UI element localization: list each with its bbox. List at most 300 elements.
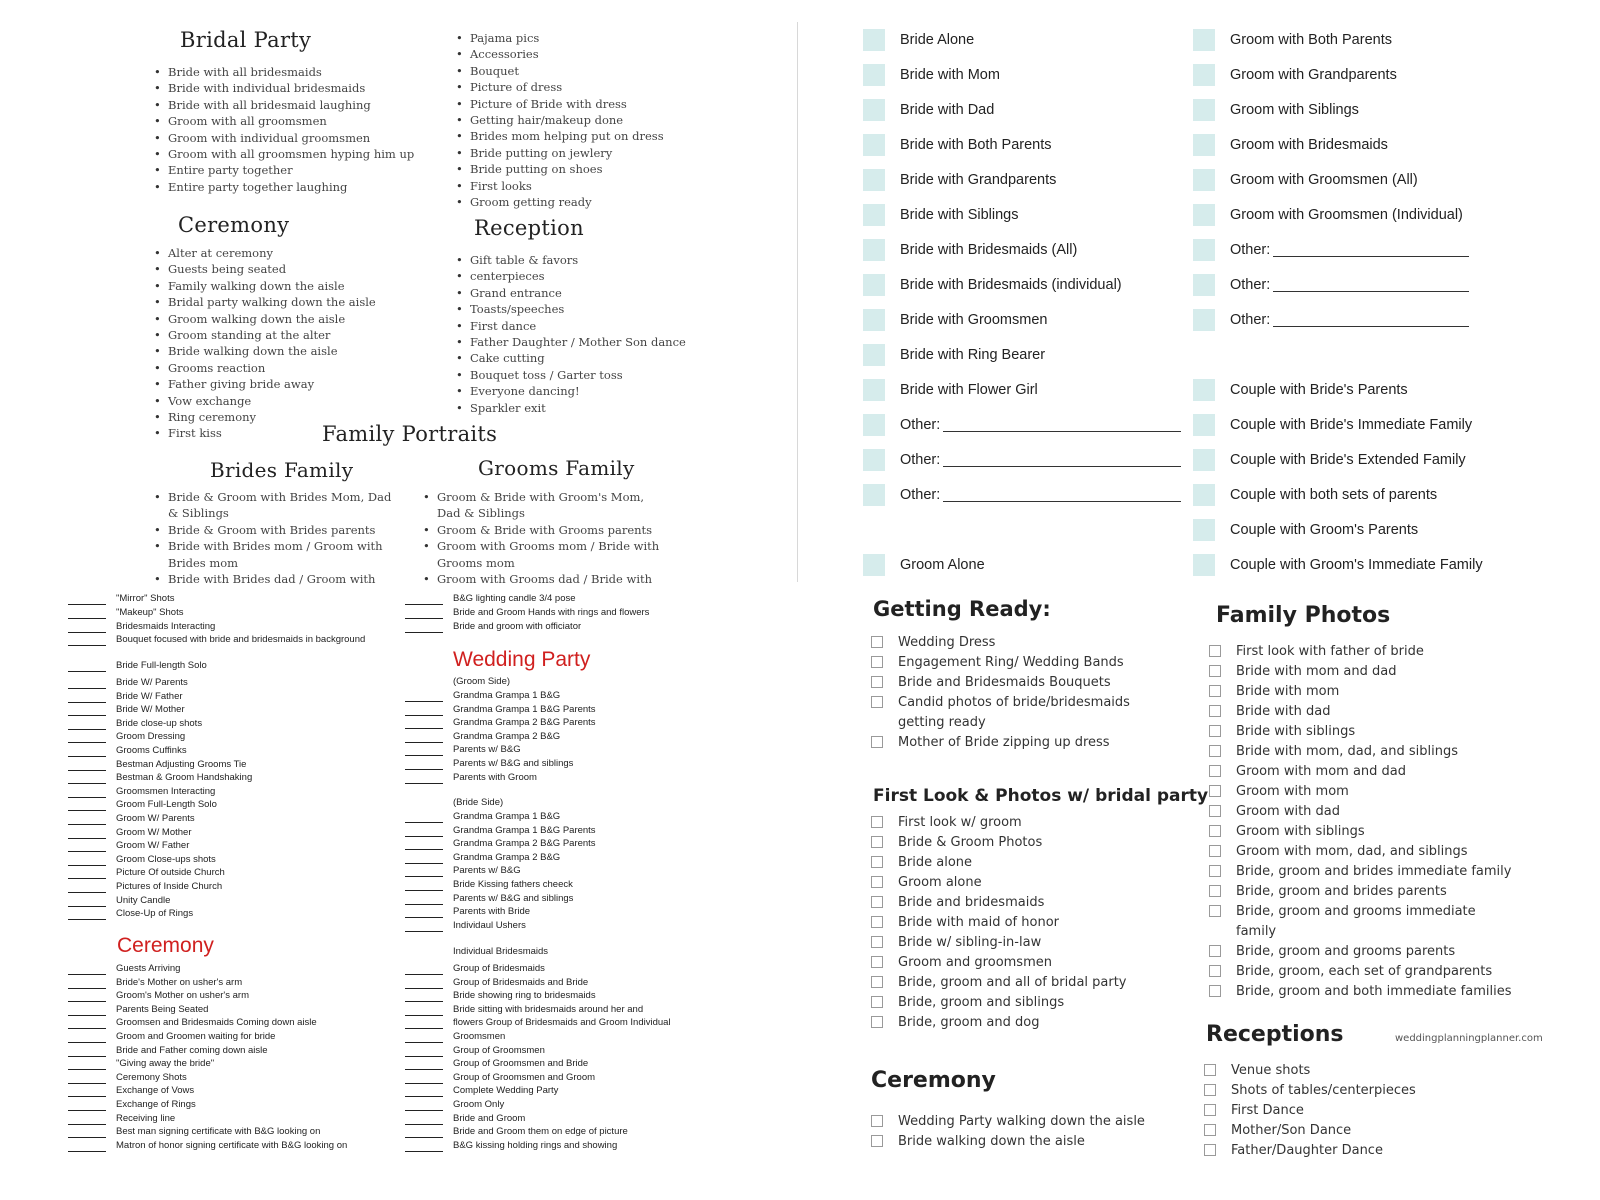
shot-line-item [405,770,537,784]
fill-in-blank[interactable] [405,1101,443,1111]
checklist-item[interactable] [871,1013,1039,1033]
fill-in-blank[interactable] [68,1047,106,1057]
shot-label: Unity Candle [116,894,171,906]
shot-checkbox-item[interactable] [863,482,1181,508]
checklist-item[interactable] [871,873,982,893]
shot-checkbox-item[interactable] [863,307,1047,333]
fill-in-blank[interactable] [68,720,106,730]
fill-in-blank[interactable] [68,679,106,689]
checkbox[interactable] [1193,274,1215,296]
fill-in-blank[interactable] [405,881,443,891]
shot-label: Grandma Grampa 2 B&G [453,730,561,742]
checkbox[interactable] [1193,309,1215,331]
shot-checkbox-item[interactable] [863,377,1038,403]
shot-line-item [68,1070,187,1084]
checkbox[interactable] [1209,945,1221,957]
checklist-item[interactable] [871,633,995,653]
fill-in-blank[interactable] [405,609,443,619]
shot-checkbox-item[interactable] [1193,62,1397,88]
checklist-label: Wedding Party walking down the aisle [898,1114,1145,1129]
checkbox[interactable] [871,676,883,688]
checklist-item[interactable] [1204,1121,1351,1141]
checkbox[interactable] [871,856,883,868]
checklist-item[interactable] [1209,942,1455,962]
checkbox[interactable] [1193,484,1215,506]
checkbox-label: Groom with Groomsmen (Individual) [1230,207,1463,223]
list-item: • Bride with Brides dad / Groom with [154,571,394,587]
checklist-item[interactable] [871,973,1127,993]
shot-checkbox-item[interactable] [1193,97,1359,123]
checklist-item[interactable] [871,853,972,873]
checkbox[interactable] [871,636,883,648]
checklist-item[interactable] [1209,662,1396,682]
fill-in-blank[interactable] [68,897,106,907]
shot-checkbox-item[interactable] [1193,167,1418,193]
checkbox[interactable] [1193,29,1215,51]
checklist-item[interactable] [1209,762,1406,782]
checklist-item[interactable] [1209,962,1492,982]
checkbox[interactable] [871,1016,883,1028]
checklist-item[interactable] [1209,862,1511,882]
shot-checkbox-item[interactable] [1193,412,1472,438]
shot-line-item [405,836,596,850]
checkbox[interactable] [1204,1104,1216,1116]
checklist-label: Bride with maid of honor [898,915,1059,930]
fill-in-blank[interactable] [405,827,443,837]
checklist-label: Bride with mom, dad, and siblings [1236,744,1458,759]
fill-in-blank[interactable] [405,867,443,877]
shot-label: Parents with Groom [453,771,537,783]
shot-line-item [68,743,187,757]
checkbox[interactable] [1209,985,1221,997]
fill-in-blank[interactable] [405,719,443,729]
checklist-item[interactable] [1209,902,1516,942]
shot-checkbox-item[interactable] [1193,377,1408,403]
shot-label: Bride close-up shots [116,717,203,729]
fill-in-blank[interactable] [405,854,443,864]
fill-in-blank[interactable] [405,1115,443,1125]
checkbox[interactable] [1209,885,1221,897]
fill-in-blank[interactable] [68,1115,106,1125]
fill-in-blank[interactable] [68,788,106,798]
shot-line-item [405,1056,588,1070]
fill-in-blank[interactable] [68,992,106,1002]
checklist-item[interactable] [871,1132,1085,1152]
checklist-label: First look w/ groom [898,815,1022,830]
fill-in-blank[interactable] [68,842,106,852]
reception-list [456,252,686,416]
checkbox[interactable] [871,1135,883,1147]
shot-label: Group of Bridesmaids [453,963,545,974]
fill-in-blank[interactable] [68,1087,106,1097]
checkbox[interactable] [871,996,883,1008]
checkbox-label: Couple with Groom's Immediate Family [1230,557,1483,573]
family-photos-heading: Family Photos [1216,603,1391,628]
checkbox[interactable] [871,916,883,928]
shot-checkbox-item[interactable] [863,342,1045,368]
shot-checkbox-item[interactable] [863,97,994,123]
checklist-label: Bride, groom and all of bridal party [898,975,1127,990]
checklist-item[interactable] [1209,822,1365,842]
shot-label: Bride and groom with officiator [453,620,582,632]
fill-in-blank[interactable] [405,813,443,823]
fill-in-blank[interactable] [405,1060,443,1070]
checkbox[interactable] [1204,1124,1216,1136]
checkbox[interactable] [1193,449,1215,471]
shot-line-item [405,975,588,989]
checkbox[interactable] [871,816,883,828]
family-portraits-heading: Family Portraits [322,422,498,446]
fill-in-line[interactable] [943,453,1181,467]
checklist-label: Wedding Dress [898,635,996,650]
bridal-party-list [154,64,414,195]
fill-in-blank[interactable] [68,1060,106,1070]
fill-in-blank[interactable] [405,1047,443,1057]
checkbox[interactable] [871,876,883,888]
fill-in-blank[interactable] [68,1019,106,1029]
shot-checkbox-item[interactable] [1193,307,1469,333]
shot-checkbox-item[interactable] [1193,552,1483,578]
checkbox[interactable] [1209,805,1221,817]
list-item: • Father giving bride away [154,376,376,392]
fill-in-blank[interactable] [405,922,443,932]
checkbox[interactable] [863,29,885,51]
checkbox[interactable] [863,309,885,331]
checkbox[interactable] [1209,965,1221,977]
fill-in-blank[interactable] [68,1101,106,1111]
list-item: • Everyone dancing! [456,383,686,399]
lined-shot-list-panel [0,593,800,1200]
checkbox[interactable] [1209,685,1221,697]
shot-label: "Mirror" Shots [116,593,175,604]
shot-checkbox-item[interactable] [863,167,1056,193]
checkbox[interactable] [1193,519,1215,541]
fill-in-blank[interactable] [405,1128,443,1138]
checklist-item[interactable] [1209,802,1340,822]
checklist-item[interactable] [871,953,1052,973]
fill-in-blank[interactable] [405,1142,443,1152]
fill-in-blank[interactable] [68,1142,106,1152]
fill-in-blank[interactable] [405,623,443,633]
shot-checkbox-item[interactable] [863,412,1181,438]
checklist-item[interactable] [871,673,1111,693]
shot-checkbox-item[interactable] [1193,202,1463,228]
checklist-item[interactable] [1209,682,1339,702]
checkbox[interactable] [1193,414,1215,436]
shot-label: Bouquet focused with bride and bridesmaids in background [116,634,366,646]
shot-label: Parents with Bride [453,906,531,918]
checklist-item[interactable] [1209,782,1349,802]
checklist-item[interactable] [871,913,1059,933]
shot-checkbox-item[interactable] [1193,272,1469,298]
shot-line-item [405,715,596,729]
shot-checkbox-item[interactable] [863,272,1122,298]
checkbox[interactable] [863,99,885,121]
checkbox[interactable] [871,976,883,988]
shot-checkbox-item[interactable] [863,62,1000,88]
list-item: • Groom walking down the aisle [154,311,376,327]
checkbox[interactable] [871,736,883,748]
checkbox-label: Bride with Siblings [900,207,1019,223]
shot-checkbox-item[interactable] [863,202,1018,228]
list-item: • centerpieces [456,268,686,284]
fill-in-blank[interactable] [68,910,106,920]
fill-in-line[interactable] [1273,313,1469,327]
checkbox[interactable] [871,696,883,708]
checkbox[interactable] [863,379,885,401]
checkbox[interactable] [1193,64,1215,86]
shot-checkbox-item[interactable] [863,447,1181,473]
shot-checkbox-item[interactable] [1193,237,1469,263]
shot-line-item [68,838,189,852]
checklist-item[interactable] [1209,882,1447,902]
shot-checkbox-item[interactable] [1193,132,1388,158]
fill-in-blank[interactable] [405,979,443,989]
checkbox[interactable] [1209,645,1221,657]
shot-checkbox-item[interactable] [863,27,974,53]
checkbox[interactable] [871,936,883,948]
checkbox[interactable] [1204,1084,1216,1096]
shot-label: Bride and Groom [453,1112,526,1124]
fill-in-blank[interactable] [405,692,443,702]
fill-in-line[interactable] [1273,243,1469,257]
checklist-item[interactable] [1209,702,1330,722]
shot-line-item [68,906,193,920]
shot-checkbox-item[interactable] [1193,27,1392,53]
checkbox[interactable] [871,896,883,908]
checkbox[interactable] [871,656,883,668]
shot-label: Groom Only [453,1099,505,1110]
checklist-label: First look with father of bride [1236,644,1424,659]
checkbox[interactable] [863,344,885,366]
fill-in-line[interactable] [943,488,1181,502]
ceremony-heading: Ceremony [871,1068,996,1093]
fill-in-blank[interactable] [405,840,443,850]
shot-label: Grandma Grampa 1 B&G Parents [453,824,596,836]
shot-checkbox-item[interactable] [863,132,1052,158]
checkbox[interactable] [1209,705,1221,717]
fill-in-blank[interactable] [405,1087,443,1097]
fill-in-blank[interactable] [68,869,106,879]
checklist-label: Engagement Ring/ Wedding Bands [898,655,1124,670]
checkbox[interactable] [863,169,885,191]
getting-ready-list [456,30,664,210]
fill-in-blank[interactable] [405,774,443,784]
checkbox[interactable] [1209,905,1221,917]
fill-in-blank[interactable] [68,609,106,619]
checklist-item[interactable] [1209,722,1355,742]
checkbox[interactable] [871,956,883,968]
fill-in-blank[interactable] [405,895,443,905]
fill-in-blank[interactable] [405,595,443,605]
checklist-label: Groom with mom, dad, and siblings [1236,844,1468,859]
checkbox[interactable] [1209,785,1221,797]
checkbox[interactable] [863,484,885,506]
checkbox[interactable] [1193,204,1215,226]
checkbox[interactable] [1193,134,1215,156]
checkbox[interactable] [1209,765,1221,777]
shot-checkbox-item[interactable] [863,237,1077,263]
list-item: • Accessories [456,46,664,62]
checklist-item[interactable] [871,653,1124,673]
checkbox-label: Other: [900,417,941,433]
list-item: • Family walking down the aisle [154,278,376,294]
fill-in-blank[interactable] [68,623,106,633]
checklist-item[interactable] [871,993,1064,1013]
shot-line-item [68,988,249,1002]
fill-in-blank[interactable] [68,733,106,743]
checklist-label: Bride, groom and siblings [898,995,1065,1010]
fill-in-blank[interactable] [68,883,106,893]
fill-in-blank[interactable] [68,774,106,784]
shot-label: Groom W/ Parents [116,813,195,824]
fill-in-blank[interactable] [405,1033,443,1043]
fill-in-blank[interactable] [68,693,106,703]
fill-in-blank[interactable] [68,1074,106,1084]
checkbox-label: Bride with Groomsmen [900,312,1048,328]
checkbox[interactable] [863,449,885,471]
checklist-item[interactable] [871,733,1110,753]
checkbox[interactable] [871,836,883,848]
grooms-family-list [423,489,663,587]
shot-checkbox-item[interactable] [1193,482,1437,508]
checkbox[interactable] [863,554,885,576]
fill-in-blank[interactable] [405,760,443,770]
shot-label: Bride's Mother on usher's arm [116,976,243,988]
checkbox[interactable] [1193,239,1215,261]
checklist-item[interactable] [871,933,1041,953]
shot-label: Picture Of outside Church [116,867,225,879]
checkbox[interactable] [1209,725,1221,737]
list-item: • Guests being seated [154,261,376,277]
bridal-party-heading: Bridal Party [180,28,312,52]
fill-in-blank[interactable] [405,706,443,716]
fill-in-blank[interactable] [68,979,106,989]
checkbox-label: Groom with Grandparents [1230,67,1397,83]
checkbox[interactable] [1209,825,1221,837]
fill-in-blank[interactable] [405,965,443,975]
checkbox-shot-list-panel [800,0,1600,600]
fill-in-blank[interactable] [68,761,106,771]
fill-in-blank[interactable] [68,856,106,866]
fill-in-blank[interactable] [68,1128,106,1138]
fill-in-line[interactable] [943,418,1181,432]
fill-in-blank[interactable] [68,815,106,825]
shot-label: Grandma Grampa 2 B&G Parents [453,838,596,850]
checklist-item[interactable] [871,1112,1145,1132]
shot-label: Bride sitting with bridesmaids around her and [453,1003,644,1015]
shot-line-item [68,893,170,907]
checkbox[interactable] [863,64,885,86]
fill-in-blank[interactable] [68,662,106,672]
checklist-item[interactable] [1209,642,1424,662]
shot-line-item [68,729,185,743]
shot-checkbox-item[interactable] [1193,517,1418,543]
checkbox[interactable] [863,134,885,156]
shot-line-item [68,852,216,866]
fill-in-blank[interactable] [68,801,106,811]
shot-label: Close-Up of Rings [116,908,194,920]
fill-in-blank[interactable] [405,992,443,1002]
fill-in-blank[interactable] [68,595,106,605]
fill-in-blank[interactable] [405,1006,443,1016]
checkbox[interactable] [1204,1064,1216,1076]
checkbox[interactable] [1209,865,1221,877]
shot-checkbox-item[interactable] [863,552,985,578]
checklist-label: Bride and Bridesmaids Bouquets [898,675,1111,690]
fill-in-blank[interactable] [68,1006,106,1016]
fill-in-blank[interactable] [405,1019,443,1029]
list-item: • Groom & Bride with Groom's Mom, Dad & Siblings [423,489,663,522]
checklist-item[interactable] [871,893,1044,913]
fill-in-blank[interactable] [68,965,106,975]
shot-label: Group of Groomsmen and Groom [453,1071,596,1083]
checklist-item[interactable] [1209,842,1468,862]
checklist-item[interactable] [1204,1101,1304,1121]
shot-label: Receiving line [116,1112,176,1124]
fill-in-blank[interactable] [405,746,443,756]
checkbox-label: Couple with Groom's Parents [1230,522,1419,538]
fill-in-blank[interactable] [68,747,106,757]
fill-in-blank[interactable] [68,1033,106,1043]
checklist-item[interactable] [1209,982,1511,1002]
shot-checkbox-item[interactable] [1193,447,1466,473]
fill-in-blank[interactable] [405,1074,443,1084]
checkbox[interactable] [1193,99,1215,121]
fill-in-blank[interactable] [68,706,106,716]
checkbox[interactable] [871,1115,883,1127]
shot-label: Pictures of Inside Church [116,881,223,892]
checkbox[interactable] [863,204,885,226]
shot-line-item [68,619,215,633]
checklist-item[interactable] [871,833,1042,853]
checkbox[interactable] [1193,379,1215,401]
checkbox[interactable] [1209,745,1221,757]
fill-in-blank[interactable] [405,908,443,918]
fill-in-blank[interactable] [405,733,443,743]
shot-line-item [405,1111,525,1125]
bride-side-label: (Bride Side) [453,797,504,808]
checkbox-label: Groom with Groomsmen (All) [1230,172,1418,188]
checklist-item[interactable] [1204,1081,1416,1101]
checklist-item[interactable] [1204,1141,1383,1161]
checkbox[interactable] [863,239,885,261]
checkbox[interactable] [863,274,885,296]
checklist-item[interactable] [871,693,1138,733]
shot-line-item [405,702,596,716]
fill-in-blank[interactable] [68,636,106,646]
checklist-item[interactable] [871,813,1022,833]
shot-label: Bride and Father coming down aisle [116,1044,268,1056]
checkbox[interactable] [1193,554,1215,576]
checklist-item[interactable] [1209,742,1458,762]
reception-heading: Reception [474,216,584,240]
checkbox[interactable] [1209,665,1221,677]
checkbox-label: Couple with both sets of parents [1230,487,1438,503]
checkbox[interactable] [863,414,885,436]
shot-label: Groom Dressing [116,731,186,743]
checkbox[interactable] [1209,845,1221,857]
checkbox[interactable] [1204,1144,1216,1156]
checklist-item[interactable] [1204,1061,1310,1081]
fill-in-line[interactable] [1273,278,1469,292]
checkbox-label: Other: [1230,312,1271,328]
shot-label: Bride showing ring to bridesmaids [453,990,596,1002]
checkbox[interactable] [1193,169,1215,191]
first-look-heading: First Look & Photos w/ bridal party [873,786,1209,806]
getting-ready-heading: Getting Ready: [873,597,1051,621]
fill-in-blank[interactable] [68,829,106,839]
